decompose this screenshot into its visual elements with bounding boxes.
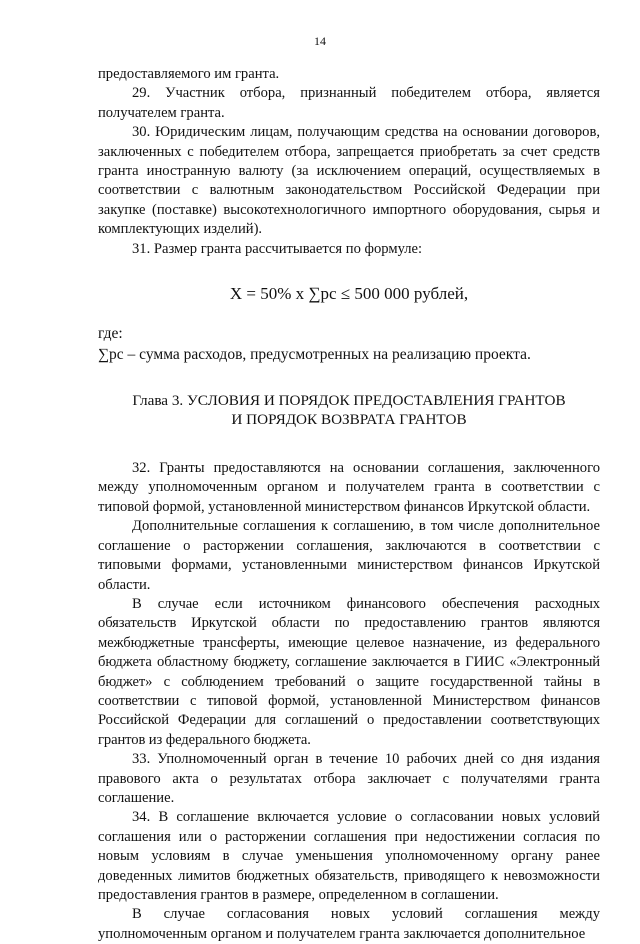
paragraph-34: 34. В соглашение включается условие о согласовании новых условий соглашения или о расторжении соглашения при недостижении согласия по новым условиям в случае уменьшения уполномоченному органу ранее доведенных лимитов бюджетных обязательств, приводящего к невозможности предоставления грантов в размере, определенном в соглашении. [98, 809, 600, 903]
paragraph-continuation: предоставляемого им гранта. [98, 66, 280, 82]
paragraph-33: 33. Уполномоченный орган в течение 10 рабочих дней со дня издания правового акта о результатах отбора заключает с получателями гранта соглашение. [98, 751, 600, 806]
paragraph-32: 32. Гранты предоставляются на основании соглашения, заключенного между уполномоченным органом и получателем гранта в соответствии с типовой формой, установленной министерством финансов Иркутской области. [98, 460, 600, 515]
document-body [98, 65, 600, 944]
grant-formula: X = 50% x ∑рс ≤ 500 000 рублей, [229, 284, 469, 304]
chapter-heading-line-1: Глава 3. УСЛОВИЯ И ПОРЯДОК ПРЕДОСТАВЛЕНИЯ ГРАНТОВ [132, 392, 566, 410]
formula-where-label: где: [98, 325, 123, 343]
chapter-heading-line-2: И ПОРЯДОК ВОЗВРАТА ГРАНТОВ [231, 411, 467, 429]
chapter-heading [98, 391, 600, 429]
paragraph-32-additional-agreements: Дополнительные соглашения к соглашению, в том числе дополнительное соглашение о расторжении соглашения, заключаются в соответствии с типовыми формами, установленными министерством финансов Иркутской области. [98, 518, 600, 593]
paragraph-32-federal-funding: В случае если источником финансового обеспечения расходных обязательств Иркутской области по предоставлению грантов являются межбюджетные трансферты, имеющие целевое назначение, из федерального бюджета областному бюджету, соглашение заключается в ГИИС «Электронный бюджет» с соблюдением требований о защите государственной тайны в соответствии с типовой формой, установленной Министерством финансов Российской Федерации для соглашений о предоставлении соответствующих грантов из федерального бюджета. [98, 595, 600, 748]
formula-definition: ∑рс – сумма расходов, предусмотренных на реализацию проекта. [98, 346, 531, 364]
page-number: 14 [314, 34, 326, 48]
paragraph-34-continuation: В случае согласования новых условий соглашения между уполномоченным органом и получателем гранта заключается дополнительное [98, 906, 600, 942]
paragraph-31: 31. Размер гранта рассчитывается по формуле: [132, 240, 423, 257]
paragraph-30: 30. Юридическим лицам, получающим средства на основании договоров, заключенных с победителем отбора, запрещается приобретать за счет средств гранта иностранную валюту (за исключением операций, осуществляемых в соответствии с валютным законодательством Российской Федерации при закупке (поставке) высокотехнологичного импортного оборудования, сырья и комплектующих изделий). [98, 124, 600, 238]
paragraph-29: 29. Участник отбора, признанный победителем отбора, является получателем гранта. [98, 85, 600, 121]
